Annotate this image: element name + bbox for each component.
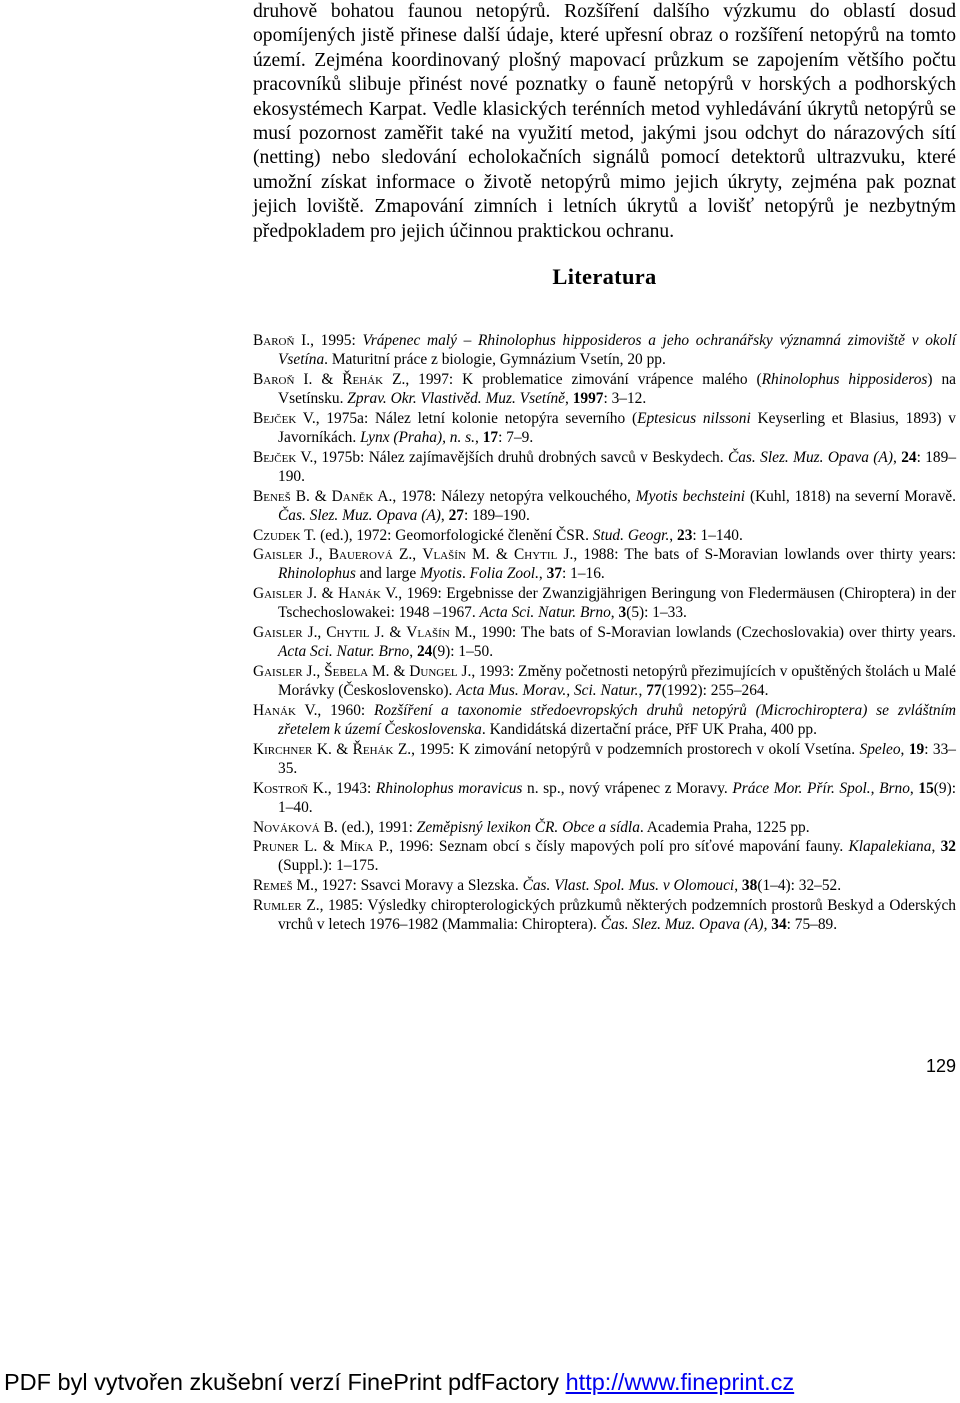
italic-text: Rozšíření a taxonomie středoevropských druhů netopýrů (Microchiroptera) se zvláštním zřetelem k území Československa (278, 701, 956, 739)
reference-text: (9): 1–50. (432, 643, 494, 661)
reference-text: A., 1978: Nálezy netopýra velkouchého, (373, 487, 636, 505)
author-name: Gaisler (253, 585, 303, 603)
reference-text: M., 1990: The bats of S-Moravian lowlands (Czechoslovakia) over thirty years. (449, 624, 956, 642)
reference-text: and large (355, 565, 421, 583)
italic-text: Rhinolophus (278, 565, 356, 583)
reference-text: M. & (465, 546, 515, 564)
author-name: Bejček (253, 409, 297, 427)
reference-text: : 189–190. (463, 506, 530, 524)
author-name: Bauerová (328, 546, 393, 564)
italic-text: Rhinolophus hipposideros (761, 370, 928, 388)
reference-text: (Kuhl, 1818) na severní Moravě. (745, 487, 956, 505)
volume-number: 1997 (572, 390, 604, 408)
reference-text: L. & (298, 838, 341, 856)
author-name: Gaisler (253, 624, 303, 642)
author-name: Řehák (342, 370, 384, 388)
author-name: Daněk (331, 487, 374, 505)
reference-text: . Kandidátská dizertační práce, PřF UK Praha, 400 pp. (481, 721, 817, 739)
reference-text: J., (302, 624, 327, 642)
author-name: Hanák (338, 585, 381, 603)
volume-number: 24 (901, 448, 917, 466)
author-name: Gaisler (253, 546, 303, 564)
author-name: Chytil (514, 546, 558, 564)
reference-text: , (931, 838, 941, 856)
reference-entry (253, 331, 956, 369)
reference-text: . Maturitní práce z biologie, Gymnázium Vsetín, 20 pp. (324, 351, 666, 369)
reference-text: : 1–16. (562, 565, 605, 583)
author-name: Czudek (253, 526, 301, 544)
reference-text: : 3–12. (603, 390, 647, 408)
reference-text: : 75–89. (786, 916, 838, 934)
reference-text: B. (ed.), 1991: (319, 818, 417, 836)
reference-entry (253, 545, 956, 583)
italic-text: Čas. Slez. Muz. Opava (A) (727, 448, 893, 466)
reference-text: ) na Vsetínsku. (278, 370, 957, 408)
author-name: Remeš (253, 877, 293, 895)
italic-text: Folia Zool. (469, 565, 539, 583)
reference-entry (253, 584, 956, 622)
author-name: Baroň (253, 370, 295, 388)
italic-text: Zprav. Okr. Vlastivěd. Muz. Vsetíně (347, 390, 565, 408)
author-name: Hanák (253, 701, 296, 719)
reference-text: M. & (368, 662, 410, 680)
reference-text: , (900, 740, 909, 758)
reference-text: , (909, 779, 919, 797)
author-name: Beneš (253, 487, 291, 505)
reference-text: (5): 1–33. (626, 604, 687, 622)
reference-text: , (892, 448, 902, 466)
author-name: Kostroň (253, 779, 309, 797)
reference-text: . (461, 565, 470, 583)
reference-text: V., 1975b: Nález zajímavějších druhů drobných savců v Beskydech. (296, 448, 728, 466)
author-name: Kirchner (253, 740, 313, 758)
reference-text: V., 1960: (295, 701, 375, 719)
reference-text: , (475, 429, 483, 447)
author-name: Baroň (253, 332, 295, 349)
reference-entry (253, 740, 956, 778)
italic-text: Vrápenec malý – Rhinolophus hipposideros a jeho ochranářsky významná zimoviště v okolí Vsetína (278, 332, 957, 369)
reference-entry (253, 448, 956, 486)
reference-text: T. (ed.), 1972: Geomorfologické členění ČSR. (300, 526, 593, 544)
italic-text: Rhinolophus moravicus (375, 779, 523, 797)
reference-text: , (638, 682, 647, 700)
reference-text: J., (302, 546, 329, 564)
reference-text: : 7–9. (498, 429, 534, 447)
reference-text: J. & (369, 624, 407, 642)
reference-entry (253, 837, 956, 875)
volume-number: 24 (416, 643, 433, 661)
reference-text: (9): 1–40. (278, 779, 956, 816)
reference-entry (253, 370, 956, 408)
author-name: Míka (340, 838, 374, 856)
reference-text: V., 1969: Ergebnisse der Zwanzigjährigen Beringung von Fledermäusen (Chiroptera) in der Tschechoslowakei: 1948 –1967. (278, 585, 956, 622)
reference-text: J., 1993: Změny početnosti netopýrů přezimujících v opuštěných štolách u Malé Morávky (Československo). (278, 662, 957, 700)
reference-text: K. & (312, 740, 353, 758)
author-name: Řehák (352, 740, 394, 758)
reference-text: , (763, 916, 772, 934)
reference-text: J., (302, 662, 325, 680)
reference-list (253, 331, 956, 935)
reference-text: : 1–140. (692, 526, 743, 544)
italic-text: Čas. Slez. Muz. Opava (A) (600, 916, 764, 934)
reference-text: Keyserling et Blasius, 1893) v Javorníkách. (278, 409, 956, 447)
italic-text: Myotis bechsteini (635, 487, 746, 505)
reference-text: K., 1943: (308, 779, 376, 797)
reference-text: (1–4): 32–52. (757, 877, 842, 895)
reference-text: I. & (294, 370, 343, 388)
reference-text: (Suppl.): 1–175. (278, 857, 379, 875)
section-heading-literatura: Literatura (552, 264, 657, 289)
volume-number: 17 (482, 429, 499, 447)
reference-text: Z., (392, 546, 423, 564)
reference-text: P., 1996: Seznam obcí s čísly mapových polí pro síťové mapování fauny. (373, 838, 849, 856)
reference-text: Z., 1997: K problematice zimování vrápence malého ( (383, 370, 762, 388)
reference-text: , (440, 506, 449, 524)
reference-text: : 33–35. (278, 740, 957, 777)
reference-text: , (409, 643, 417, 661)
italic-text: Zeměpisný lexikon ČR. Obce a sídla (416, 818, 640, 836)
volume-number: 38 (741, 877, 758, 895)
volume-number: 32 (940, 838, 956, 856)
footer-text: PDF byl vytvořen zkušební verzí FinePrint pdfFactory (4, 1369, 566, 1395)
reference-text: M., 1927: Ssavci Moravy a Slezska. (292, 877, 523, 895)
italic-text: Čas. Slez. Muz. Opava (A) (278, 506, 441, 524)
reference-text: . Academia Praha, 1225 pp. (639, 818, 810, 836)
author-name: Gaisler (253, 662, 303, 680)
intro-paragraph: druhově bohatou faunou netopýrů. Rozšíření dalšího výzkumu do oblastí dosud opomíjených jistě přinese další údaje, které upřesní obraz o rozšíření netopýrů na tomto území. Zejména koordinovaný plošný mapovací průzkum se zapojením většího počtu pracovníků slibuje přinést nové poznatky o fauně netopýrů v horských a podhorských ekosystémech Karpat. Vedle klasických terénních metod vyhledávání úkrytů netopýrů se musí pozornost zaměřit také na využití metod, jakými jsou odchyt do nárazových sítí (netting) nebo sledování echolokačních signálů pomocí detektorů ultrazvuku, které umožní získat informace o životě netopýrů mimo jejich úkryty, zejména pak poznat jejich loviště. Zmapování zimních i letních úkrytů a lovišť netopýrů je nezbytným předpokladem pro jejich účinnou praktickou ochranu. (253, 1, 956, 242)
italic-text: Myotis (420, 565, 462, 583)
reference-text: , (669, 526, 677, 544)
reference-entry (253, 818, 956, 837)
reference-text: (1992): 255–264. (661, 682, 769, 700)
reference-text: J., 1988: The bats of S-Moravian lowlands over thirty years: (557, 546, 957, 564)
author-name: Rumler (253, 896, 302, 914)
author-name: Bejček (253, 448, 297, 466)
author-name: Pruner (253, 838, 299, 856)
author-name: Nováková (253, 818, 320, 836)
reference-text: Z., 1985: Výsledky chiropterologických průzkumů některých podzemních prostorů Beskyd a Oderských vrchů v letech 1976–1982 (Mammalia: Chiroptera). (278, 896, 956, 934)
reference-text: , (610, 604, 619, 622)
italic-text: Acta Mus. Morav., Sci. Natur. (456, 682, 639, 700)
reference-text: Z., 1995: K zimování netopýrů v podzemních prostorech v okolí Vsetína. (393, 740, 860, 758)
volume-number: 19 (908, 740, 925, 758)
author-name: Šebela (324, 662, 369, 680)
reference-text: : 189–190. (278, 448, 957, 485)
reference-text: J. & (302, 585, 339, 603)
reference-entry (253, 526, 956, 545)
reference-entry (253, 896, 956, 934)
reference-entry (253, 623, 956, 661)
italic-text: Lynx (Praha), n. s. (360, 429, 476, 447)
italic-text: Čas. Vlast. Spol. Mus. v Olomouci (522, 877, 735, 895)
reference-entry (253, 662, 956, 700)
reference-text: n. sp., nový vrápenec z Moravy. (522, 779, 733, 797)
reference-text: , (538, 565, 547, 583)
reference-text: I., 1995: (294, 332, 363, 349)
reference-text: , (734, 877, 742, 895)
italic-text: Speleo (859, 740, 901, 758)
volume-number: 15 (918, 779, 934, 797)
italic-text: Acta Sci. Natur. Brno (278, 643, 410, 661)
italic-text: Eptesicus nilssoni (637, 409, 751, 427)
reference-text: B. & (290, 487, 332, 505)
pdf-footer (4, 1369, 794, 1396)
reference-text: V., 1975a: Nález letní kolonie netopýra severního ( (296, 409, 638, 427)
reference-entry (253, 876, 956, 895)
reference-entry (253, 409, 956, 447)
author-name: Chytil (326, 624, 370, 642)
page-number: 129 (925, 1056, 956, 1076)
reference-entry (253, 701, 956, 739)
italic-text: Stud. Geogr. (592, 526, 670, 544)
author-name: Vlašín (422, 546, 466, 564)
italic-text: Klapalekiana (848, 838, 932, 856)
volume-number: 23 (677, 526, 693, 544)
author-name: Vlašín (406, 624, 450, 642)
reference-entry (253, 487, 956, 525)
volume-number: 77 (646, 682, 662, 700)
volume-number: 3 (618, 604, 627, 622)
volume-number: 27 (448, 506, 464, 524)
volume-number: 34 (771, 916, 787, 934)
volume-number: 37 (546, 565, 563, 583)
footer-link[interactable]: http://www.fineprint.cz (565, 1369, 795, 1395)
italic-text: Práce Mor. Přír. Spol., Brno (732, 779, 910, 797)
reference-entry (253, 779, 956, 817)
author-name: Dungel (409, 662, 458, 680)
italic-text: Acta Sci. Natur. Brno (479, 604, 611, 622)
reference-text: , (564, 390, 573, 408)
